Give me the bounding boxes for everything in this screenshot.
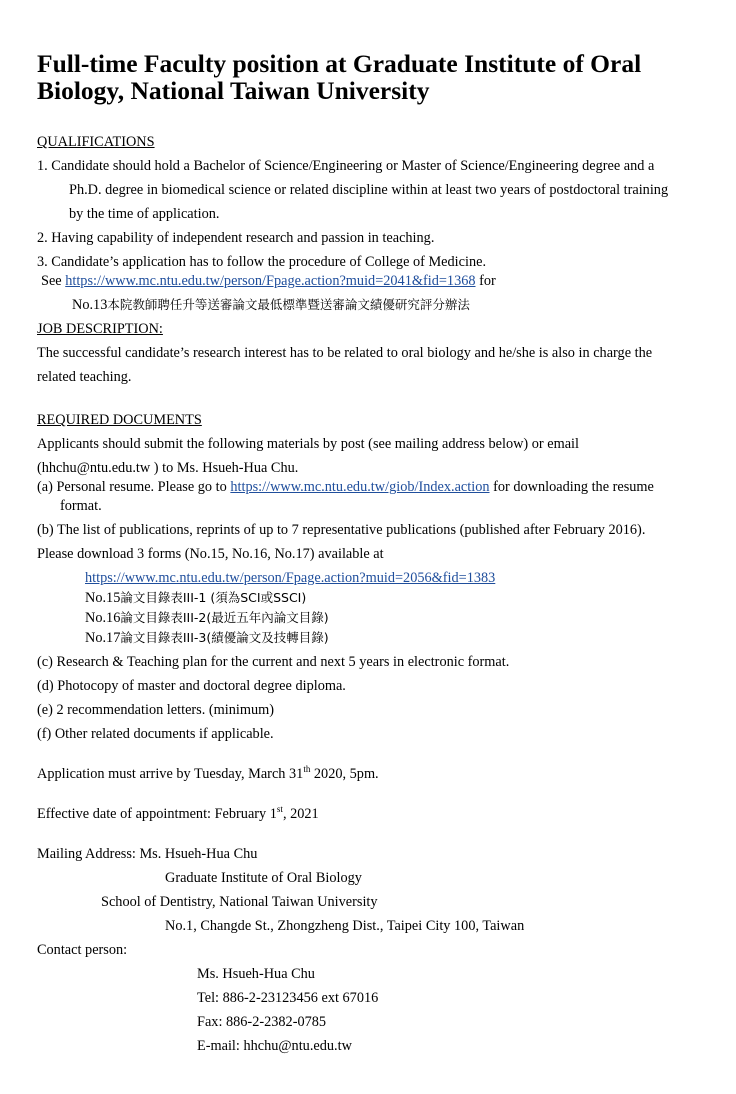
resume-link[interactable]: https://www.mc.ntu.edu.tw/giob/Index.action — [230, 479, 490, 495]
application-deadline — [37, 765, 379, 783]
qualification-item-3: 3. Candidate’s application has to follow the procedure of College of Medicine. — [37, 254, 487, 270]
effective-ordinal: st — [276, 804, 283, 815]
form-15 — [85, 589, 306, 607]
contact-person-label: Contact person: — [37, 942, 128, 958]
document-item-c: (c) Research & Teaching plan for the current and next 5 years in electronic format. — [37, 654, 510, 670]
deadline-ordinal: th — [303, 764, 311, 775]
qualification-item-1-line-2: Ph.D. degree in biomedical science or related discipline within at least two years of postdoctoral training — [69, 182, 669, 198]
regulation-title: 本院教師聘任升等送審論文最低標準暨送審論文績優研究評分辦法 — [107, 297, 470, 312]
job-description-heading: JOB DESCRIPTION: — [37, 321, 163, 337]
document-item-a-line-2: format. — [60, 498, 102, 514]
forms-line — [85, 569, 495, 587]
required-documents-intro-line-2: (hhchu@ntu.edu.tw ) to Ms. Hsueh-Hua Chu. — [37, 460, 299, 476]
required-documents-heading: REQUIRED DOCUMENTS — [37, 412, 202, 428]
job-description-line-2: related teaching. — [37, 369, 132, 385]
effective-year: , 2021 — [282, 806, 319, 822]
document-item-a — [37, 478, 654, 496]
see-procedure-line — [41, 272, 496, 290]
form-15-title: 論文目錄表III-1 (須為SCI或SSCI) — [120, 590, 307, 605]
qualifications-heading: QUALIFICATIONS — [37, 134, 155, 150]
effective-text: Effective date of appointment: February 1 — [37, 806, 277, 822]
form-15-number: No.15 — [85, 590, 121, 606]
deadline-year: 2020, 5pm. — [310, 766, 379, 782]
qualification-item-2: 2. Having capability of independent research and passion in teaching. — [37, 230, 435, 246]
form-17-title: 論文目錄表III-3(績優論文及技轉目錄) — [120, 630, 329, 645]
item-a-prefix: (a) Personal resume. Please go to — [37, 479, 231, 495]
contact-name: Ms. Hsueh-Hua Chu — [197, 966, 315, 982]
procedure-link[interactable]: https://www.mc.ntu.edu.tw/person/Fpage.action?muid=2041&fid=1368 — [65, 273, 476, 289]
qualification-item-1-line-3: by the time of application. — [69, 206, 220, 222]
form-16 — [85, 609, 329, 627]
regulation-line — [72, 296, 470, 314]
contact-fax: Fax: 886-2-2382-0785 — [197, 1014, 327, 1030]
contact-email: E-mail: hhchu@ntu.edu.tw — [197, 1038, 352, 1054]
document-item-f: (f) Other related documents if applicable. — [37, 726, 274, 742]
forms-intro: Please download 3 forms (No.15, No.16, No.17) available at — [37, 546, 384, 562]
required-documents-intro-line-1: Applicants should submit the following materials by post (see mailing address below) or email — [37, 436, 579, 452]
effective-date — [37, 805, 319, 823]
page-title: Full-time Faculty position at Graduate Institute of Oral Biology, National Taiwan University — [37, 49, 642, 105]
see-suffix: for — [475, 273, 496, 289]
mailing-address-label: Mailing Address: Ms. Hsueh-Hua Chu — [37, 846, 258, 862]
form-16-title: 論文目錄表III-2(最近五年內論文目錄) — [120, 610, 329, 625]
deadline-text: Application must arrive by Tuesday, March 31 — [37, 766, 304, 782]
document-item-d: (d) Photocopy of master and doctoral degree diploma. — [37, 678, 346, 694]
job-description-line-1: The successful candidate’s research interest has to be related to oral biology and he/she is also in charge the — [37, 345, 653, 361]
form-17-number: No.17 — [85, 630, 121, 646]
mailing-address-line-3: School of Dentistry, National Taiwan University — [101, 894, 378, 910]
form-16-number: No.16 — [85, 610, 121, 626]
mailing-address-line-4: No.1, Changde St., Zhongzheng Dist., Taipei City 100, Taiwan — [165, 918, 525, 934]
mailing-address-line-2: Graduate Institute of Oral Biology — [165, 870, 362, 886]
document-item-b: (b) The list of publications, reprints of up to 7 representative publications (published after February 2016). — [37, 522, 646, 538]
item-a-suffix: for downloading the resume — [489, 479, 654, 495]
contact-tel: Tel: 886-2-23123456 ext 67016 — [197, 990, 379, 1006]
forms-link[interactable]: https://www.mc.ntu.edu.tw/person/Fpage.action?muid=2056&fid=1383 — [85, 570, 496, 586]
form-17 — [85, 629, 329, 647]
qualification-item-1-line-1: 1. Candidate should hold a Bachelor of Science/Engineering or Master of Science/Engineering degree and a — [37, 158, 655, 174]
see-prefix: See — [41, 273, 66, 289]
regulation-number: No.13 — [72, 297, 108, 313]
document-item-e: (e) 2 recommendation letters. (minimum) — [37, 702, 275, 718]
